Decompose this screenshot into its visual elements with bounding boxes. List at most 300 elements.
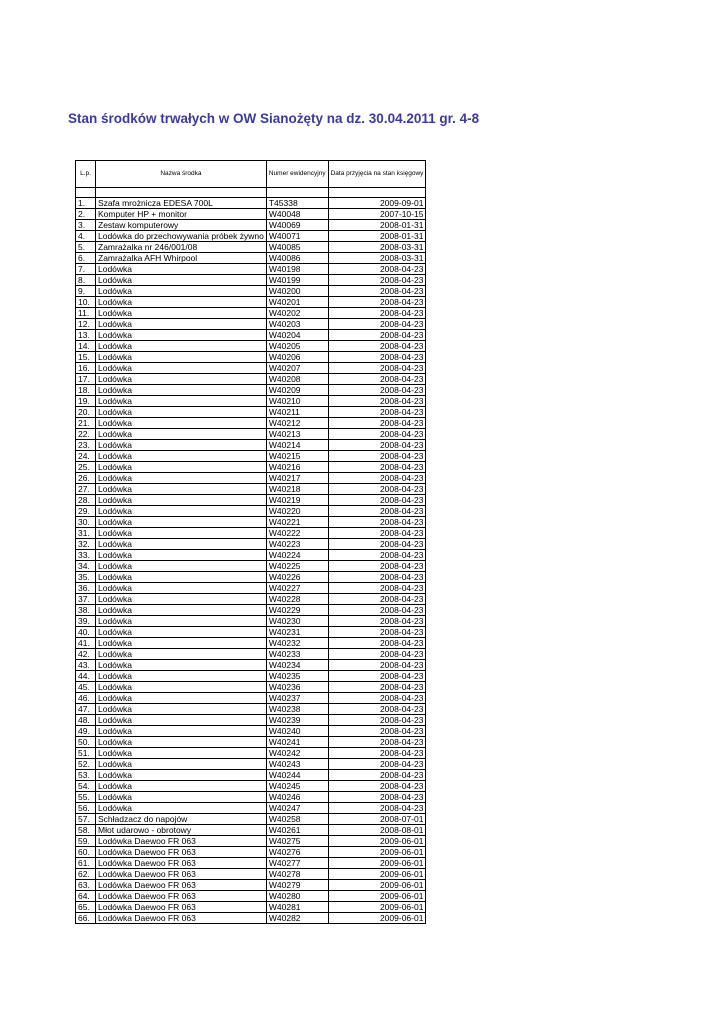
cell-number: W40212 — [266, 418, 328, 429]
header-name: Nazwa środka — [96, 161, 267, 188]
cell-number: W40232 — [266, 638, 328, 649]
cell-lp: 3. — [76, 220, 96, 231]
table-row — [76, 803, 426, 814]
cell-lp: 64. — [76, 891, 96, 902]
cell-number: T45338 — [266, 198, 328, 209]
cell-date: 2009-06-01 — [328, 902, 426, 913]
cell-number: W40244 — [266, 770, 328, 781]
table-spacer-row — [76, 188, 426, 198]
cell-date: 2008-04-23 — [328, 484, 426, 495]
cell-name: Lodówka — [96, 363, 267, 374]
cell-name: Szafa mrożnicza EDESA 700L — [96, 198, 267, 209]
cell-date: 2008-04-23 — [328, 682, 426, 693]
cell-name: Lodówka — [96, 539, 267, 550]
cell-date: 2008-04-23 — [328, 693, 426, 704]
cell-date: 2008-04-23 — [328, 495, 426, 506]
cell-name: Lodówka — [96, 770, 267, 781]
cell-number: W40236 — [266, 682, 328, 693]
cell-name: Lodówka Daewoo FR 063 — [96, 836, 267, 847]
cell-number: W40209 — [266, 385, 328, 396]
cell-lp: 59. — [76, 836, 96, 847]
cell-number: W40281 — [266, 902, 328, 913]
cell-date: 2008-04-23 — [328, 770, 426, 781]
cell-lp: 21. — [76, 418, 96, 429]
cell-date: 2008-08-01 — [328, 825, 426, 836]
cell-lp: 26. — [76, 473, 96, 484]
cell-number: W40275 — [266, 836, 328, 847]
cell-number: W40222 — [266, 528, 328, 539]
cell-number: W40245 — [266, 781, 328, 792]
cell-date: 2008-04-23 — [328, 429, 426, 440]
cell-date: 2008-04-23 — [328, 638, 426, 649]
cell-lp: 36. — [76, 583, 96, 594]
cell-number: W40199 — [266, 275, 328, 286]
cell-name: Lodówka Daewoo FR 063 — [96, 902, 267, 913]
cell-number: W40258 — [266, 814, 328, 825]
cell-name: Lodówka — [96, 484, 267, 495]
cell-name: Lodówka Daewoo FR 063 — [96, 869, 267, 880]
table-row — [76, 814, 426, 825]
table-row — [76, 363, 426, 374]
cell-date: 2008-04-23 — [328, 726, 426, 737]
cell-lp: 33. — [76, 550, 96, 561]
cell-date: 2009-06-01 — [328, 880, 426, 891]
table-row — [76, 726, 426, 737]
cell-date: 2008-04-23 — [328, 605, 426, 616]
cell-name: Lodówka — [96, 517, 267, 528]
table-row — [76, 352, 426, 363]
cell-name: Lodówka — [96, 594, 267, 605]
cell-date: 2008-04-23 — [328, 627, 426, 638]
cell-name: Lodówka — [96, 407, 267, 418]
cell-date: 2008-04-23 — [328, 297, 426, 308]
cell-number: W40239 — [266, 715, 328, 726]
cell-name: Lodówka — [96, 374, 267, 385]
table-row — [76, 418, 426, 429]
spacer-cell — [96, 188, 267, 198]
cell-date: 2008-01-31 — [328, 220, 426, 231]
cell-date: 2008-04-23 — [328, 561, 426, 572]
cell-date: 2008-03-31 — [328, 253, 426, 264]
cell-lp: 50. — [76, 737, 96, 748]
cell-lp: 19. — [76, 396, 96, 407]
cell-date: 2008-04-23 — [328, 286, 426, 297]
cell-name: Zamrażalka nr 246/001/08 — [96, 242, 267, 253]
cell-name: Zestaw komputerowy — [96, 220, 267, 231]
table-row — [76, 869, 426, 880]
cell-number: W40086 — [266, 253, 328, 264]
table-row — [76, 583, 426, 594]
table-row — [76, 792, 426, 803]
cell-number: W40203 — [266, 319, 328, 330]
cell-name: Lodówka — [96, 506, 267, 517]
cell-date: 2008-04-23 — [328, 330, 426, 341]
cell-lp: 15. — [76, 352, 96, 363]
cell-number: W40069 — [266, 220, 328, 231]
cell-name: Lodówka — [96, 748, 267, 759]
cell-number: W40228 — [266, 594, 328, 605]
spacer-cell — [328, 188, 426, 198]
cell-name: Lodówka — [96, 737, 267, 748]
cell-name: Lodówka — [96, 781, 267, 792]
cell-number: W40234 — [266, 660, 328, 671]
cell-lp: 53. — [76, 770, 96, 781]
cell-lp: 48. — [76, 715, 96, 726]
cell-number: W40238 — [266, 704, 328, 715]
table-row — [76, 715, 426, 726]
table-row — [76, 374, 426, 385]
table-row — [76, 517, 426, 528]
table-row — [76, 385, 426, 396]
table-body — [76, 198, 426, 924]
table-row — [76, 847, 426, 858]
cell-number: W40229 — [266, 605, 328, 616]
cell-date: 2008-04-23 — [328, 352, 426, 363]
cell-number: W40279 — [266, 880, 328, 891]
cell-number: W40242 — [266, 748, 328, 759]
cell-number: W40278 — [266, 869, 328, 880]
cell-date: 2009-06-01 — [328, 869, 426, 880]
header-number: Numer ewidencyjny — [266, 161, 328, 188]
cell-lp: 34. — [76, 561, 96, 572]
cell-lp: 41. — [76, 638, 96, 649]
spacer-cell — [76, 188, 96, 198]
table-row — [76, 440, 426, 451]
cell-name: Lodówka — [96, 704, 267, 715]
cell-lp: 25. — [76, 462, 96, 473]
table-row — [76, 308, 426, 319]
cell-name: Lodówka — [96, 462, 267, 473]
cell-number: W40276 — [266, 847, 328, 858]
table-row — [76, 671, 426, 682]
table-row — [76, 880, 426, 891]
table-row — [76, 770, 426, 781]
cell-number: W40204 — [266, 330, 328, 341]
cell-date: 2008-04-23 — [328, 451, 426, 462]
cell-name: Lodówka — [96, 473, 267, 484]
cell-name: Schładzacz do napojów — [96, 814, 267, 825]
cell-name: Młot udarowo - obrotowy — [96, 825, 267, 836]
table-row — [76, 198, 426, 209]
cell-date: 2008-04-23 — [328, 341, 426, 352]
cell-number: W40221 — [266, 517, 328, 528]
table-row — [76, 429, 426, 440]
cell-lp: 23. — [76, 440, 96, 451]
cell-name: Lodówka Daewoo FR 063 — [96, 858, 267, 869]
table-row — [76, 495, 426, 506]
cell-number: W40198 — [266, 264, 328, 275]
cell-lp: 4. — [76, 231, 96, 242]
cell-date: 2008-04-23 — [328, 275, 426, 286]
table-row — [76, 858, 426, 869]
cell-name: Lodówka do przechowywania próbek żywno — [96, 231, 267, 242]
cell-number: W40220 — [266, 506, 328, 517]
cell-lp: 20. — [76, 407, 96, 418]
cell-number: W40201 — [266, 297, 328, 308]
cell-name: Lodówka — [96, 264, 267, 275]
cell-name: Lodówka — [96, 550, 267, 561]
cell-date: 2008-04-23 — [328, 759, 426, 770]
cell-name: Lodówka — [96, 726, 267, 737]
cell-date: 2008-04-23 — [328, 704, 426, 715]
cell-lp: 27. — [76, 484, 96, 495]
cell-name: Zamrażalka AFH Whirpool — [96, 253, 267, 264]
cell-lp: 17. — [76, 374, 96, 385]
cell-name: Lodówka — [96, 528, 267, 539]
cell-name: Lodówka — [96, 572, 267, 583]
cell-name: Lodówka — [96, 660, 267, 671]
table-row — [76, 572, 426, 583]
cell-date: 2008-04-23 — [328, 319, 426, 330]
cell-lp: 43. — [76, 660, 96, 671]
table-row — [76, 286, 426, 297]
cell-lp: 9. — [76, 286, 96, 297]
cell-number: W40240 — [266, 726, 328, 737]
cell-number: W40217 — [266, 473, 328, 484]
table-header-row — [76, 161, 426, 188]
table-row — [76, 473, 426, 484]
cell-number: W40214 — [266, 440, 328, 451]
cell-lp: 16. — [76, 363, 96, 374]
table-row — [76, 341, 426, 352]
cell-name: Lodówka — [96, 583, 267, 594]
cell-lp: 42. — [76, 649, 96, 660]
cell-number: W40223 — [266, 539, 328, 550]
cell-date: 2008-04-23 — [328, 462, 426, 473]
table-row — [76, 462, 426, 473]
cell-date: 2008-04-23 — [328, 363, 426, 374]
cell-lp: 44. — [76, 671, 96, 682]
cell-lp: 6. — [76, 253, 96, 264]
cell-number: W40226 — [266, 572, 328, 583]
cell-lp: 39. — [76, 616, 96, 627]
cell-lp: 66. — [76, 913, 96, 924]
cell-lp: 62. — [76, 869, 96, 880]
cell-lp: 30. — [76, 517, 96, 528]
cell-name: Lodówka — [96, 715, 267, 726]
cell-name: Lodówka — [96, 429, 267, 440]
table-row — [76, 242, 426, 253]
cell-lp: 13. — [76, 330, 96, 341]
cell-lp: 58. — [76, 825, 96, 836]
cell-number: W40237 — [266, 693, 328, 704]
table-row — [76, 330, 426, 341]
cell-number: W40208 — [266, 374, 328, 385]
cell-lp: 24. — [76, 451, 96, 462]
table-row — [76, 407, 426, 418]
cell-lp: 60. — [76, 847, 96, 858]
table-row — [76, 451, 426, 462]
cell-name: Lodówka — [96, 638, 267, 649]
cell-name: Lodówka Daewoo FR 063 — [96, 891, 267, 902]
cell-lp: 47. — [76, 704, 96, 715]
cell-date: 2008-04-23 — [328, 737, 426, 748]
cell-number: W40247 — [266, 803, 328, 814]
cell-date: 2009-09-01 — [328, 198, 426, 209]
cell-number: W40280 — [266, 891, 328, 902]
cell-name: Lodówka — [96, 286, 267, 297]
cell-number: W40227 — [266, 583, 328, 594]
cell-date: 2008-04-23 — [328, 308, 426, 319]
cell-lp: 51. — [76, 748, 96, 759]
cell-date: 2008-04-23 — [328, 440, 426, 451]
cell-name: Lodówka Daewoo FR 063 — [96, 880, 267, 891]
table-row — [76, 759, 426, 770]
table-row — [76, 836, 426, 847]
table-row — [76, 660, 426, 671]
cell-lp: 22. — [76, 429, 96, 440]
table-row — [76, 264, 426, 275]
cell-number: W40085 — [266, 242, 328, 253]
cell-number: W40261 — [266, 825, 328, 836]
cell-name: Lodówka — [96, 616, 267, 627]
asset-table — [75, 160, 426, 924]
cell-name: Lodówka — [96, 385, 267, 396]
cell-name: Lodówka — [96, 649, 267, 660]
table-row — [76, 693, 426, 704]
cell-number: W40225 — [266, 561, 328, 572]
cell-name: Lodówka — [96, 759, 267, 770]
cell-lp: 31. — [76, 528, 96, 539]
table-row — [76, 902, 426, 913]
table-row — [76, 528, 426, 539]
cell-lp: 5. — [76, 242, 96, 253]
table-row — [76, 737, 426, 748]
cell-date: 2008-04-23 — [328, 385, 426, 396]
table-row — [76, 539, 426, 550]
cell-date: 2008-04-23 — [328, 649, 426, 660]
cell-number: W40219 — [266, 495, 328, 506]
table-row — [76, 561, 426, 572]
cell-number: W40071 — [266, 231, 328, 242]
cell-number: W40207 — [266, 363, 328, 374]
cell-name: Lodówka — [96, 451, 267, 462]
cell-lp: 11. — [76, 308, 96, 319]
cell-name: Lodówka — [96, 792, 267, 803]
cell-date: 2008-04-23 — [328, 374, 426, 385]
table-row — [76, 781, 426, 792]
cell-lp: 49. — [76, 726, 96, 737]
cell-name: Lodówka — [96, 308, 267, 319]
table-row — [76, 231, 426, 242]
cell-date: 2008-04-23 — [328, 506, 426, 517]
cell-date: 2009-06-01 — [328, 913, 426, 924]
cell-number: W40233 — [266, 649, 328, 660]
cell-date: 2008-04-23 — [328, 616, 426, 627]
cell-lp: 38. — [76, 605, 96, 616]
cell-lp: 57. — [76, 814, 96, 825]
cell-lp: 18. — [76, 385, 96, 396]
table-row — [76, 616, 426, 627]
cell-lp: 65. — [76, 902, 96, 913]
cell-name: Lodówka Daewoo FR 063 — [96, 847, 267, 858]
cell-date: 2009-06-01 — [328, 836, 426, 847]
table-row — [76, 297, 426, 308]
cell-number: W40218 — [266, 484, 328, 495]
table-row — [76, 704, 426, 715]
cell-lp: 32. — [76, 539, 96, 550]
header-date: Data przyjęcia na stan księgowy — [328, 161, 426, 188]
cell-date: 2009-06-01 — [328, 891, 426, 902]
cell-name: Lodówka — [96, 352, 267, 363]
cell-date: 2008-04-23 — [328, 781, 426, 792]
cell-lp: 10. — [76, 297, 96, 308]
table-row — [76, 396, 426, 407]
cell-name: Lodówka — [96, 803, 267, 814]
table-row — [76, 275, 426, 286]
table-row — [76, 891, 426, 902]
cell-lp: 63. — [76, 880, 96, 891]
cell-name: Lodówka — [96, 319, 267, 330]
cell-date: 2008-04-23 — [328, 748, 426, 759]
cell-lp: 54. — [76, 781, 96, 792]
cell-name: Lodówka — [96, 440, 267, 451]
cell-lp: 1. — [76, 198, 96, 209]
cell-number: W40216 — [266, 462, 328, 473]
cell-date: 2008-04-23 — [328, 264, 426, 275]
cell-name: Komputer HP + monitor — [96, 209, 267, 220]
table-row — [76, 550, 426, 561]
cell-name: Lodówka — [96, 671, 267, 682]
cell-name: Lodówka — [96, 297, 267, 308]
cell-name: Lodówka — [96, 495, 267, 506]
cell-number: W40048 — [266, 209, 328, 220]
cell-number: W40241 — [266, 737, 328, 748]
cell-lp: 61. — [76, 858, 96, 869]
cell-date: 2007-10-15 — [328, 209, 426, 220]
header-lp: L.p. — [76, 161, 96, 188]
table-row — [76, 209, 426, 220]
cell-lp: 35. — [76, 572, 96, 583]
table-row — [76, 253, 426, 264]
cell-name: Lodówka — [96, 605, 267, 616]
cell-number: W40200 — [266, 286, 328, 297]
cell-lp: 52. — [76, 759, 96, 770]
cell-date: 2008-01-31 — [328, 231, 426, 242]
cell-name: Lodówka Daewoo FR 063 — [96, 913, 267, 924]
cell-lp: 40. — [76, 627, 96, 638]
cell-number: W40213 — [266, 429, 328, 440]
cell-date: 2009-06-01 — [328, 858, 426, 869]
cell-lp: 12. — [76, 319, 96, 330]
cell-number: W40246 — [266, 792, 328, 803]
cell-date: 2008-04-23 — [328, 671, 426, 682]
cell-date: 2008-04-23 — [328, 572, 426, 583]
table-row — [76, 627, 426, 638]
cell-date: 2008-04-23 — [328, 594, 426, 605]
cell-lp: 14. — [76, 341, 96, 352]
table-row — [76, 825, 426, 836]
table-row — [76, 484, 426, 495]
cell-date: 2008-07-01 — [328, 814, 426, 825]
table-row — [76, 913, 426, 924]
spacer-cell — [266, 188, 328, 198]
cell-name: Lodówka — [96, 275, 267, 286]
cell-number: W40230 — [266, 616, 328, 627]
cell-lp: 55. — [76, 792, 96, 803]
cell-name: Lodówka — [96, 330, 267, 341]
cell-name: Lodówka — [96, 341, 267, 352]
cell-lp: 7. — [76, 264, 96, 275]
cell-number: W40206 — [266, 352, 328, 363]
cell-name: Lodówka — [96, 561, 267, 572]
cell-date: 2008-04-23 — [328, 528, 426, 539]
cell-date: 2008-04-23 — [328, 517, 426, 528]
table-row — [76, 638, 426, 649]
cell-name: Lodówka — [96, 682, 267, 693]
cell-number: W40235 — [266, 671, 328, 682]
cell-number: W40277 — [266, 858, 328, 869]
